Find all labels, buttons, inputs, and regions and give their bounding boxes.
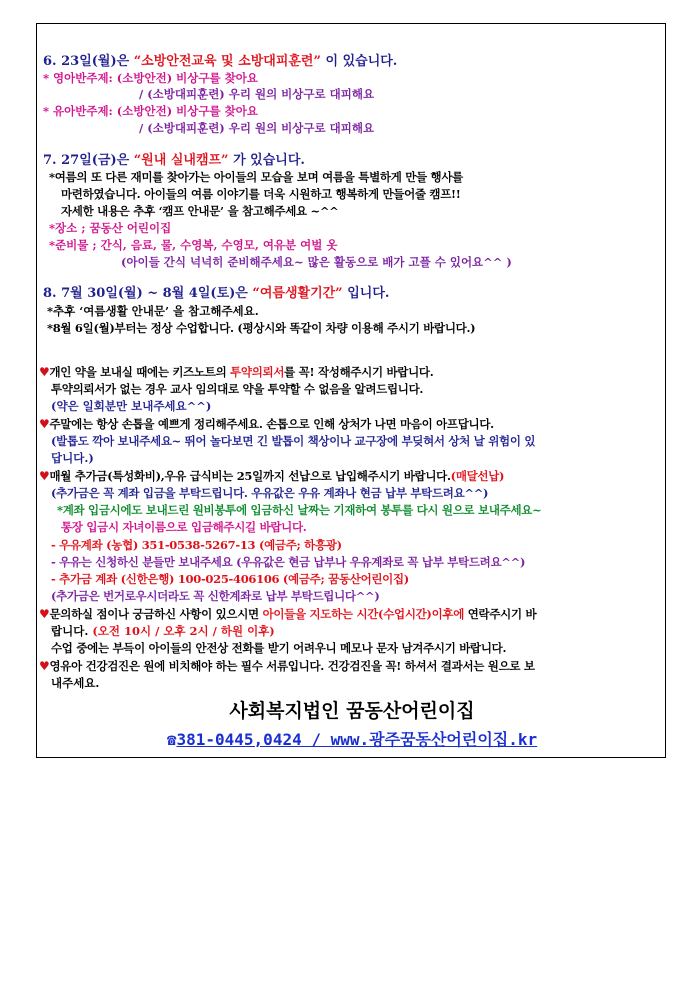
- section-6-heading: 6. 23일(월)은 “소방안전교육 및 소방대피훈련” 이 있습니다.: [43, 54, 398, 69]
- section-6-line-2: / (소방대피훈련) 우리 원의 비상구로 대피해요: [139, 87, 375, 101]
- section-8-heading: 8. 7월 30일(월) ~ 8월 4일(토)은 “여름생활기간” 입니다.: [43, 286, 390, 301]
- section-7-supplies-note: (아이들 간식 넉넉히 준비해주세요~ 많은 활동으로 배가 고플 수 있어요^^ ): [121, 255, 512, 269]
- section-7-line-1: *여름의 또 다른 재미를 찾아가는 아이들의 모습을 보며 여름을 특별하게 만들 행사를: [49, 170, 463, 184]
- heart-icon: ♥: [39, 659, 50, 673]
- heart-icon: ♥: [39, 607, 50, 621]
- section-7-line-2: 마련하였습니다. 아이들의 여름 이야기를 더욱 시원하고 행복하게 만들어줄 캠프!!: [61, 187, 461, 201]
- fee-account-note: (추가금은 번거로우시더라도 꼭 신한계좌로 납부 부탁드립니다^^): [51, 589, 380, 603]
- note-health-check: ♥영유아 건강검진은 원에 비치해야 하는 필수 서류입니다. 건강검진을 꼭! 하셔서 결과서는 원으로 보: [39, 659, 535, 673]
- section-7-supplies: *준비물 ; 간식, 음료, 물, 수영복, 수영모, 여유분 여벌 옷: [49, 238, 338, 252]
- note-nails: ♥주말에는 항상 손톱을 예쁘게 정리해주세요. 손톱으로 인해 상처가 나면 마음이 아프답니다.: [39, 417, 494, 431]
- note-fees-line-4: 통장 입금시 자녀이름으로 입금해주시길 바랍니다.: [61, 520, 307, 534]
- section-8-line-2: *8월 6일(월)부터는 정상 수업합니다. (평상시와 똑같이 차량 이용해 주시기 바랍니다.): [47, 321, 476, 335]
- org-name: 사회복지법인 꿈동산어린이집: [229, 700, 475, 722]
- heart-icon: ♥: [39, 417, 50, 431]
- contact-text[interactable]: 381-0445,0424 / www.광주꿈동산어린이집.kr: [176, 730, 538, 749]
- note-fees-line-3: *계좌 입금시에도 보내드린 원비봉투에 입금하신 날짜는 기재하여 봉투를 다시 원으로 보내주세요~: [57, 503, 542, 517]
- contact-line: [37, 727, 667, 750]
- note-inquiry: ♥문의하실 점이나 궁금하신 사항이 있으시면 아이들을 지도하는 시간(수업시간)이후에 연락주시기 바: [39, 607, 537, 621]
- note-fees-line-2: (추가금은 꼭 계좌 입금을 부탁드립니다. 우유값은 우유 계좌나 현금 납부 부탁드려요^^): [51, 486, 489, 500]
- heart-icon: ♥: [39, 365, 50, 379]
- milk-note: - 우유는 신청하신 분들만 보내주세요 (우유값은 현금 납부나 우유계좌로 꼭 납부 부탁드려요^^): [51, 555, 526, 569]
- section-7-heading: 7. 27일(금)은 “원내 실내캠프” 가 있습니다.: [43, 153, 305, 168]
- note-medicine-line-2: 투약의뢰서가 없는 경우 교사 임의대로 약을 투약할 수 없음을 알려드립니다.: [51, 382, 424, 396]
- milk-account: - 우유계좌 (농협) 351-0538-5267-13 (예금주; 하흥광): [51, 538, 342, 552]
- note-nails-line-2: (발톱도 깍아 보내주세요~ 뛰어 놀다보면 긴 발톱이 책상이나 교구장에 부딪혀서 상처 날 위험이 있: [51, 434, 536, 448]
- fee-account: - 추가금 계좌 (신한은행) 100-025-406106 (예금주; 꿈동산어린이집): [51, 572, 409, 586]
- note-medicine: ♥개인 약을 보내실 때에는 키즈노트의 투약의뢰서를 꼭! 작성해주시기 바랍니다.: [39, 365, 434, 379]
- note-medicine-line-3: (약은 일회분만 보내주세요^^): [51, 399, 212, 413]
- section-6-line-3: * 유아반주제: (소방안전) 비상구를 찾아요: [43, 104, 258, 118]
- heart-icon: ♥: [39, 469, 50, 483]
- section-7-line-3: 자세한 내용은 추후 ‘캠프 안내문’ 을 참고해주세요 ~^^: [61, 204, 339, 218]
- section-7-location: *장소 ; 꿈동산 어린이집: [49, 221, 172, 235]
- note-fees: ♥매월 추가금(특성화비),우유 급식비는 25일까지 선납으로 납입해주시기 바랍니다.(매달선납): [39, 469, 505, 483]
- note-inquiry-line-2: 랍니다. (오전 10시 / 오후 2시 / 하원 이후): [51, 624, 275, 638]
- section-6-line-4: / (소방대피훈련) 우리 원의 비상구로 대피해요: [139, 121, 375, 135]
- note-health-check-line-2: 내주세요.: [51, 676, 100, 690]
- notice-frame: [36, 23, 666, 758]
- phone-icon: ☎: [166, 730, 177, 749]
- section-8-line-1: *추후 ‘여름생활 안내문’ 을 참고해주세요.: [47, 304, 259, 318]
- note-nails-line-3: 답니다.): [51, 451, 94, 465]
- note-inquiry-line-3: 수업 중에는 부득이 아이들의 안전상 전화를 받기 어려우니 메모나 문자 남겨주시기 바랍니다.: [51, 641, 507, 655]
- section-6-line-1: * 영아반주제: (소방안전) 비상구를 찾아요: [43, 71, 258, 85]
